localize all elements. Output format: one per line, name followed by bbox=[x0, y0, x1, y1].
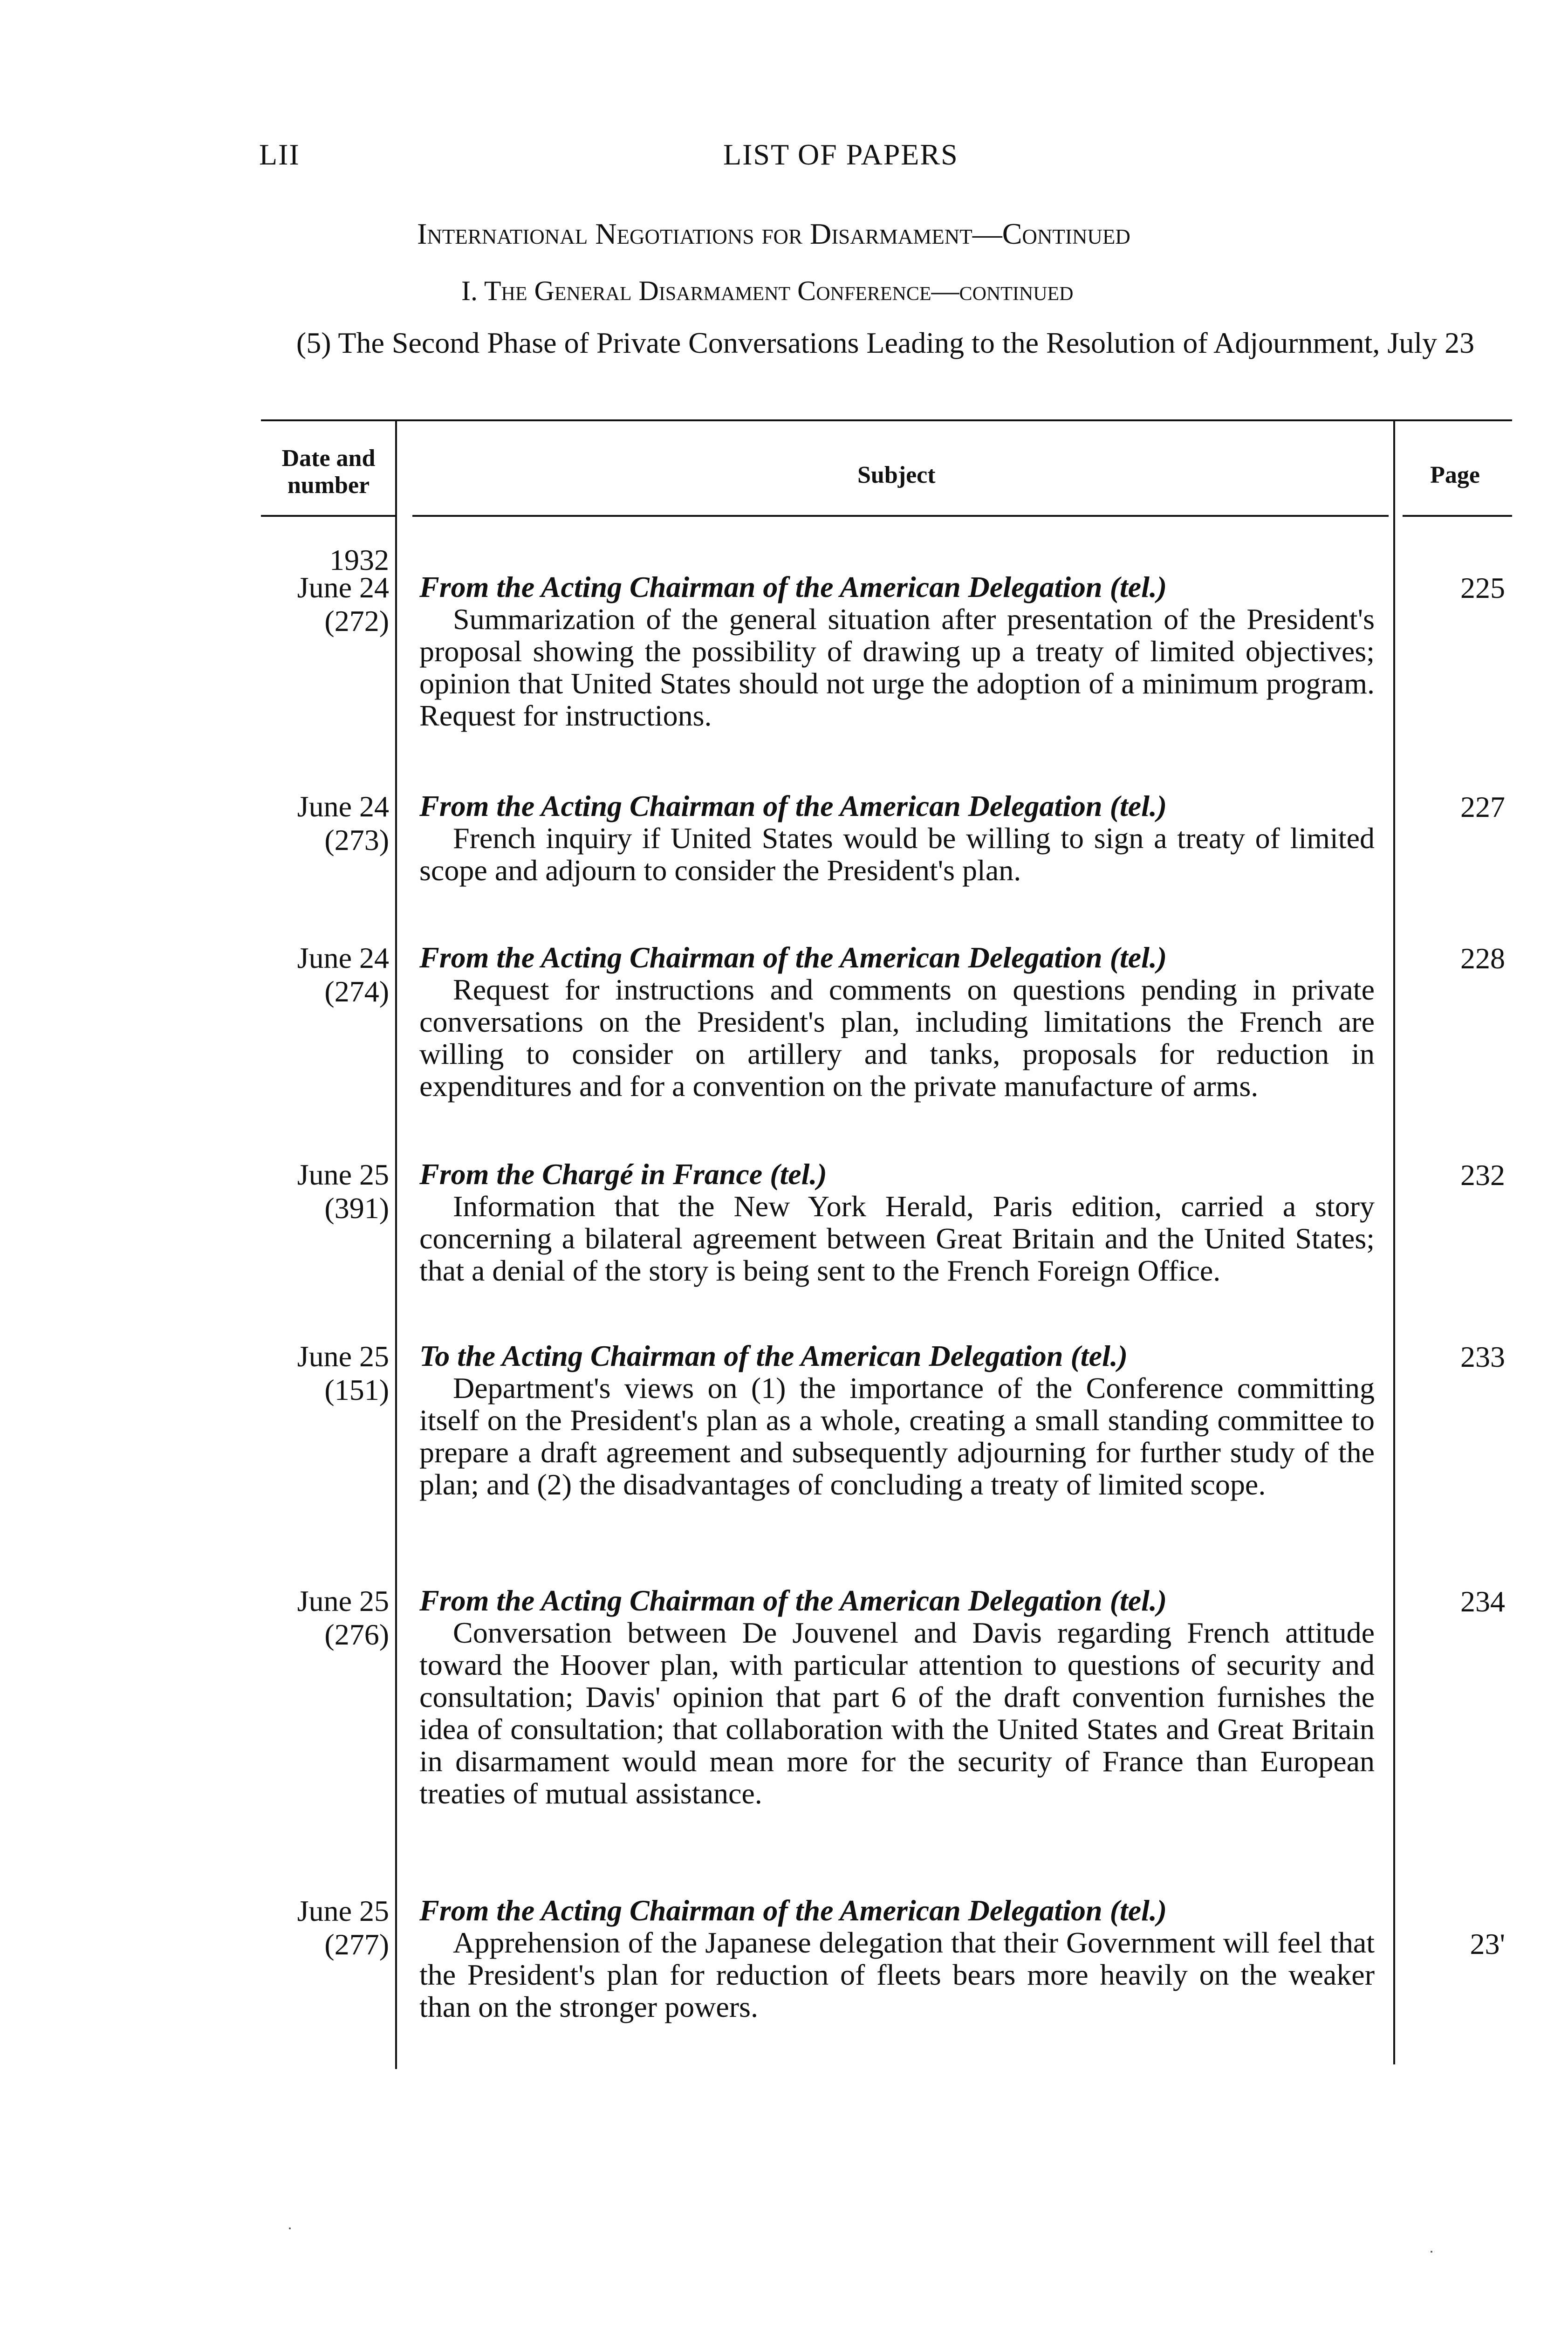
entry-number: (276) bbox=[324, 1618, 389, 1651]
phase-heading: (5) The Second Phase of Private Conversations Leading to the Resolution of Adjournment, July 23 bbox=[296, 326, 1475, 359]
entry-date-cell bbox=[254, 941, 389, 1008]
table-header-rule-subject bbox=[412, 515, 1389, 517]
entry-summary: Summarization of the general situation after presentation of the President's proposal showing the possibility of drawing up a treaty of limited objectives; opinion that United States should not urge the adoption of a minimum program. Request for instructions. bbox=[419, 603, 1375, 732]
entry-subject bbox=[419, 1158, 1375, 1287]
entry-date: June 24 bbox=[297, 571, 389, 604]
section-heading: International Negotiations for Disarmament—Continued bbox=[417, 217, 1130, 250]
entry-summary: Conversation between De Jouvenel and Davis regarding French attitude toward the Hoover plan, with particular attention to questions of security and consultation; Davis' opinion that part 6 of the draft convention furnishes the idea of consultation; that collaboration with the United States and Great Britain in disarmament would mean more for the security of France than European treaties of mutual assistance. bbox=[419, 1616, 1375, 1810]
running-title: LIST OF PAPERS bbox=[723, 138, 959, 171]
column-header-page: Page bbox=[1430, 462, 1480, 488]
entry-number: (391) bbox=[324, 1192, 389, 1225]
entry-subject bbox=[419, 1340, 1375, 1501]
entry-date-cell bbox=[254, 1584, 389, 1652]
entry-page: 225 bbox=[1460, 571, 1505, 604]
entry-date-cell bbox=[254, 571, 389, 638]
entry-summary: Department's views on (1) the importance of the Conference committing itself on the President's plan as a whole, creating a small standing committee to prepare a draft agreement and subsequently adjourning for further study of the plan; and (2) the disadvantages of concluding a treaty of limited scope. bbox=[419, 1371, 1375, 1501]
entry-number: (151) bbox=[324, 1373, 389, 1406]
entry-page: 232 bbox=[1460, 1158, 1505, 1192]
entry-subject bbox=[419, 790, 1375, 886]
entry-date-cell bbox=[254, 790, 389, 857]
entry-number: (272) bbox=[324, 604, 389, 637]
subsection-heading: I. The General Disarmament Conference—continued bbox=[461, 275, 1074, 306]
entry-from: From the Chargé in France (tel.) bbox=[419, 1158, 827, 1191]
entry-page: 227 bbox=[1460, 790, 1505, 823]
entry-summary: Apprehension of the Japanese delegation that their Government will feel that the President's plan for reduction of fleets bears more heavily on the weaker than on the stronger powers. bbox=[419, 1926, 1375, 2023]
entry-subject bbox=[419, 1584, 1375, 1809]
table-divider-left bbox=[395, 419, 397, 2069]
entry-number: (277) bbox=[324, 1928, 389, 1961]
entry-number: (274) bbox=[324, 975, 389, 1008]
entry-date: June 25 bbox=[297, 1584, 389, 1617]
entry-date-cell bbox=[254, 1894, 389, 1961]
scan-speck bbox=[289, 2227, 291, 2229]
entry-summary: French inquiry if United States would be willing to sign a treaty of limited scope and adjourn to consider the President's plan. bbox=[419, 822, 1375, 887]
entry-subject bbox=[419, 941, 1375, 1102]
entry-date: June 25 bbox=[297, 1158, 389, 1191]
entry-page: 234 bbox=[1460, 1585, 1505, 1618]
entry-page: 23' bbox=[1470, 1927, 1505, 1960]
entry-date: June 25 bbox=[297, 1894, 389, 1927]
entry-date-cell bbox=[254, 1340, 389, 1407]
entry-subject bbox=[419, 571, 1375, 732]
table-top-rule bbox=[261, 419, 1512, 421]
entry-summary: Request for instructions and comments on questions pending in private conversations on the President's plan, including limitations the French are willing to consider on artillery and tanks, proposals for reduction in expenditures and for a convention on the private manufacture of arms. bbox=[419, 973, 1375, 1103]
entry-from: From the Acting Chairman of the American Delegation (tel.) bbox=[419, 1584, 1167, 1617]
entry-date: June 24 bbox=[297, 790, 389, 823]
entry-date-cell bbox=[254, 1158, 389, 1225]
entry-date: June 24 bbox=[297, 941, 389, 974]
page-number: LII bbox=[259, 138, 300, 171]
entry-from: From the Acting Chairman of the American Delegation (tel.) bbox=[419, 570, 1167, 603]
entry-from: To the Acting Chairman of the American Delegation (tel.) bbox=[419, 1339, 1128, 1372]
scan-speck bbox=[1431, 2251, 1432, 2253]
entry-from: From the Acting Chairman of the American Delegation (tel.) bbox=[419, 1894, 1167, 1927]
table-header-rule-page bbox=[1403, 515, 1512, 517]
entry-summary: Information that the New York Herald, Paris edition, carried a story concerning a bilateral agreement between Great Britain and the United States; that a denial of the story is being sent to the French Foreign Office. bbox=[419, 1190, 1375, 1287]
entry-number: (273) bbox=[324, 823, 389, 857]
column-header-subject: Subject bbox=[857, 462, 936, 488]
column-header-date: Date and number bbox=[281, 445, 376, 499]
entry-from: From the Acting Chairman of the American Delegation (tel.) bbox=[419, 941, 1167, 974]
table-header-rule-date bbox=[261, 515, 396, 517]
table-divider-right bbox=[1393, 419, 1395, 2064]
entry-subject bbox=[419, 1894, 1375, 2023]
year-label: 1932 bbox=[329, 543, 389, 576]
entry-date: June 25 bbox=[297, 1340, 389, 1373]
entry-page: 233 bbox=[1460, 1340, 1505, 1373]
entry-page: 228 bbox=[1460, 942, 1505, 975]
entry-from: From the Acting Chairman of the American Delegation (tel.) bbox=[419, 789, 1167, 822]
